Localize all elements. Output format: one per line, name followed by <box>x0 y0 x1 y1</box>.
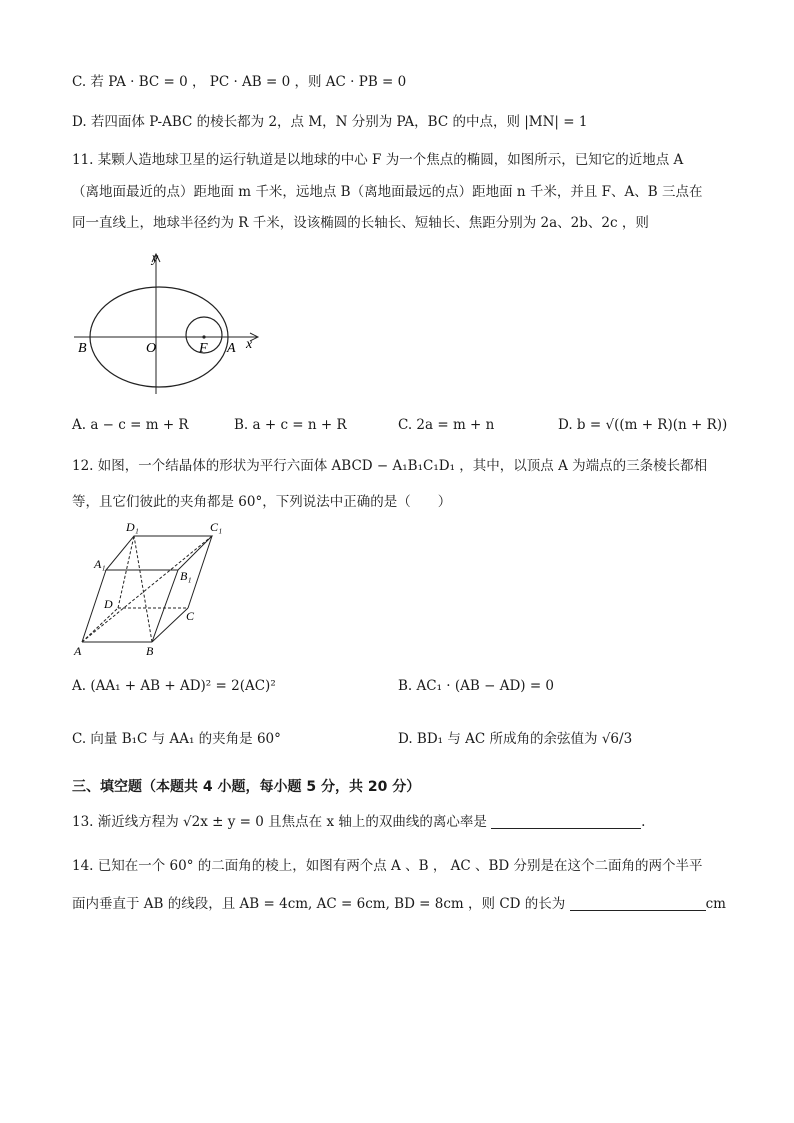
q13-answer-blank[interactable] <box>491 828 641 829</box>
label-a: A <box>227 341 236 356</box>
edge-cc1 <box>188 536 212 608</box>
q11-option-c: C. 2a = m + n <box>398 417 495 433</box>
q12-text-line1: 12. 如图，一个结晶体的形状为平行六面体 ABCD − A₁B₁C₁D₁ ，其中，以顶点 A 为端点的三条棱长都相 <box>72 458 708 474</box>
label-b1: B₁ <box>180 569 192 583</box>
edge-dd1-hidden <box>118 536 134 608</box>
label-a: A <box>74 644 82 658</box>
q14-unit: cm <box>705 896 726 912</box>
diagonal-bd1 <box>134 536 152 642</box>
label-y: y <box>152 251 159 266</box>
q13-question: 13. 渐近线方程为 √2x ± y = 0 且焦点在 x 轴上的双曲线的离心率是 <box>72 814 487 830</box>
q14-text-line1: 14. 已知在一个 60° 的二面角的棱上，如图有两个点 A 、B ， AC 、BD 分别是在这个二面角的两个半平 <box>72 858 703 874</box>
q13-text <box>72 812 734 832</box>
label-b: B <box>146 644 154 658</box>
q10-option-d: D. 若四面体 P-ABC 的棱长都为 2，点 M，N 分别为 PA，BC 的中点，则 |MN| = 1 <box>72 114 588 130</box>
q11-option-d: D. b = √((m + R)(n + R)) <box>558 417 728 433</box>
q12-option-c: C. 向量 B₁C 与 AA₁ 的夹角是 60° <box>72 731 281 747</box>
edge-bb1 <box>152 570 178 642</box>
q13-period: . <box>641 814 646 830</box>
q11-text-line1: 11. 某颗人造地球卫星的运行轨道是以地球的中心 F 为一个焦点的椭圆，如图所示，已知它的近地点 A <box>72 152 684 168</box>
q14-question: 面内垂直于 AB 的线段，且 AB = 4cm, AC = 6cm, BD = 8cm ，则 CD 的长为 <box>72 896 566 912</box>
focus-point <box>202 335 205 338</box>
label-d: D <box>104 597 113 611</box>
label-c: C <box>186 609 195 623</box>
diagonal-ac1 <box>82 536 212 642</box>
q11-option-b: B. a + c = n + R <box>234 417 347 433</box>
q12-text-line2: 等，且它们彼此的夹角都是 60°，下列说法中正确的是（ ） <box>72 494 452 510</box>
label-x: x <box>246 337 253 352</box>
q11-text-line3: 同一直线上，地球半径约为 R 千米，设该椭圆的长轴长、短轴长、焦距分别为 2a、2b、2c ，则 <box>72 215 649 231</box>
label-d1: D₁ <box>126 520 139 534</box>
q11-text-line2: （离地面最近的点）距地面 m 千米，远地点 B（离地面最远的点）距地面 n 千米，并且 F、A、B 三点在 <box>72 184 703 200</box>
label-o: O <box>146 341 157 356</box>
ellipse-orbit-figure <box>70 248 270 398</box>
label-f: F <box>199 341 208 356</box>
label-b: B <box>78 341 87 356</box>
label-a1: A₁ <box>94 557 106 571</box>
parallelepiped-figure <box>70 518 240 660</box>
q11-option-a: A. a − c = m + R <box>72 417 189 433</box>
q14-text-line2 <box>72 894 734 914</box>
label-c1: C₁ <box>210 520 223 534</box>
q12-option-a: A. (AA₁ + AB + AD)² = 2(AC)² <box>72 678 276 694</box>
q14-answer-blank[interactable] <box>570 910 706 911</box>
q12-option-b: B. AC₁ · (AB − AD) = 0 <box>398 678 555 694</box>
q10-option-c: C. 若 PA · BC = 0 ， PC · AB = 0 ，则 AC · PB = 0 <box>72 74 407 90</box>
q12-option-d: D. BD₁ 与 AC 所成角的余弦值为 √6/3 <box>398 731 633 747</box>
section-title-fill-in: 三、填空题（本题共 4 小题，每小题 5 分，共 20 分） <box>72 779 421 795</box>
edge-bc <box>152 608 188 642</box>
top-face <box>106 536 212 570</box>
